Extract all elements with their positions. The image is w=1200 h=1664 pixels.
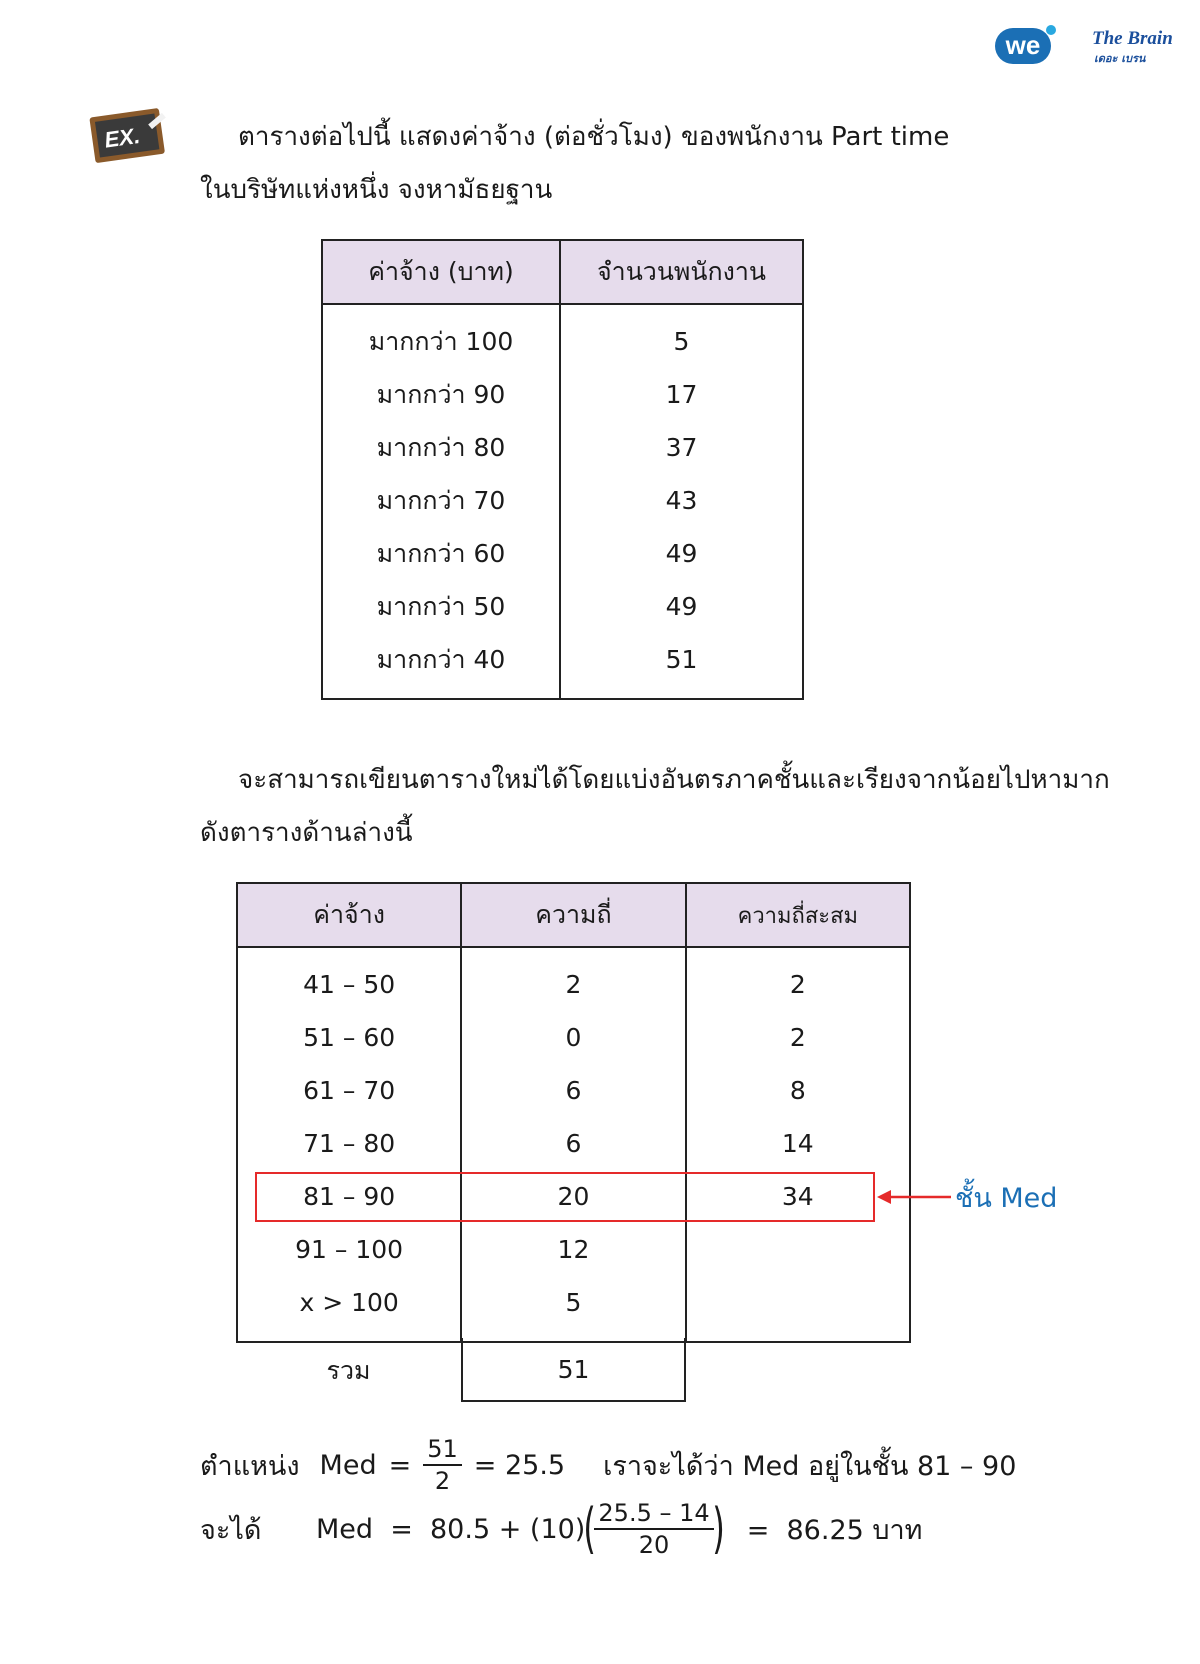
position-fraction (423, 1434, 462, 1496)
fraction-denominator: 2 (434, 1467, 451, 1495)
table-row (322, 421, 803, 474)
middle-line-1: จะสามารถเขียนตารางใหม่ได้โดยแบ่งอันตรภาคชั้นและเรียงจากน้อยไปหามาก (238, 765, 1110, 795)
cum-cell: 34 (686, 1170, 910, 1223)
table-row (237, 1117, 910, 1170)
col-header-employees: จำนวนพนักงาน (560, 240, 803, 304)
table-row (322, 474, 803, 527)
cum-cell: 8 (686, 1064, 910, 1117)
freq-cell: 0 (461, 1011, 685, 1064)
cum-cell (686, 1223, 910, 1276)
position-result: = 25.5 (473, 1449, 566, 1481)
table-row (237, 1064, 910, 1117)
freq-cell: 6 (461, 1064, 685, 1117)
freq-cell: 5 (461, 1276, 685, 1342)
count-cell: 37 (560, 421, 803, 474)
equals-sign: = (388, 1449, 412, 1481)
wage-cell: มากกว่า 40 (322, 633, 560, 699)
class-cell: 91 – 100 (237, 1223, 461, 1276)
arrow-left-icon (877, 1186, 953, 1208)
freq-cell: 2 (461, 947, 685, 1011)
wage-cell: มากกว่า 60 (322, 527, 560, 580)
wage-table (321, 239, 804, 700)
table-row (237, 1223, 910, 1276)
svg-text:The Brain: The Brain (1092, 28, 1172, 49)
formula-fraction (594, 1498, 713, 1560)
class-cell: x > 100 (237, 1276, 461, 1342)
wage-cell: มากกว่า 50 (322, 580, 560, 633)
table-row (322, 368, 803, 421)
class-cell: 81 – 90 (237, 1170, 461, 1223)
fraction-numerator: 25.5 – 14 (594, 1498, 713, 1530)
count-cell: 49 (560, 580, 803, 633)
final-result: = 86.25 บาท (746, 1514, 923, 1546)
med-symbol: Med (319, 1449, 377, 1481)
class-cell: 41 – 50 (237, 947, 461, 1011)
fraction-numerator: 51 (423, 1434, 462, 1466)
median-formula-line (200, 1498, 922, 1560)
median-class-label: ชั้น Med (955, 1183, 1058, 1214)
count-cell: 43 (560, 474, 803, 527)
intro-line-2: ในบริษัทแห่งหนึ่ง จงหามัธยฐาน (200, 175, 553, 205)
wage-cell: มากกว่า 70 (322, 474, 560, 527)
col-header-cumulative: ความถี่สะสม (686, 883, 910, 947)
count-cell: 17 (560, 368, 803, 421)
col-header-wage: ค่าจ้าง (237, 883, 461, 947)
median-class-highlight (255, 1172, 875, 1222)
freq-cell: 20 (461, 1170, 685, 1223)
we-logo (993, 22, 1057, 68)
total-label: รวม (326, 1356, 371, 1385)
col-header-frequency: ความถี่ (461, 883, 685, 947)
table-row (322, 527, 803, 580)
median-position-line (200, 1434, 1016, 1496)
left-paren: ( (583, 1497, 597, 1560)
class-cell: 51 – 60 (237, 1011, 461, 1064)
position-label: ตำแหน่ง (200, 1450, 300, 1482)
freq-cell: 6 (461, 1117, 685, 1170)
formula-prefix: Med = 80.5 + (10) (316, 1513, 586, 1545)
table-row (322, 633, 803, 699)
class-cell: 61 – 70 (237, 1064, 461, 1117)
cum-cell (686, 1276, 910, 1342)
table-row (237, 1276, 910, 1342)
table-row (237, 947, 910, 1011)
position-conclusion: เราจะได้ว่า Med อยู่ในชั้น 81 – 90 (603, 1450, 1017, 1482)
middle-line-2: ดังตารางด้านล่างนี้ (200, 818, 413, 848)
table-row (322, 580, 803, 633)
fraction-denominator: 20 (638, 1531, 670, 1559)
example-chalkboard-icon (88, 104, 174, 164)
svg-text:เดอะ เบรน: เดอะ เบรน (1094, 52, 1146, 65)
count-cell: 5 (560, 304, 803, 368)
intro-line-1: ตารางต่อไปนี้ แสดงค่าจ้าง (ต่อชั่วโมง) ของพนักงาน Part time (238, 122, 950, 152)
the-brain-logo (1090, 24, 1172, 68)
cum-cell: 2 (686, 1011, 910, 1064)
count-cell: 51 (560, 633, 803, 699)
frequency-table (236, 882, 911, 1343)
wage-cell: มากกว่า 80 (322, 421, 560, 474)
cum-cell: 2 (686, 947, 910, 1011)
count-cell: 49 (560, 527, 803, 580)
svg-text:we: we (1005, 30, 1041, 60)
table-row (322, 304, 803, 368)
wage-cell: มากกว่า 90 (322, 368, 560, 421)
right-paren: ) (711, 1497, 725, 1560)
cum-cell: 14 (686, 1117, 910, 1170)
freq-cell: 12 (461, 1223, 685, 1276)
table-row (237, 1011, 910, 1064)
total-value: 51 (461, 1338, 686, 1402)
col-header-wage: ค่าจ้าง (บาท) (322, 240, 560, 304)
svg-text:EX.: EX. (102, 122, 142, 153)
class-cell: 71 – 80 (237, 1117, 461, 1170)
wage-cell: มากกว่า 100 (322, 304, 560, 368)
result-label: จะได้ (200, 1514, 262, 1546)
